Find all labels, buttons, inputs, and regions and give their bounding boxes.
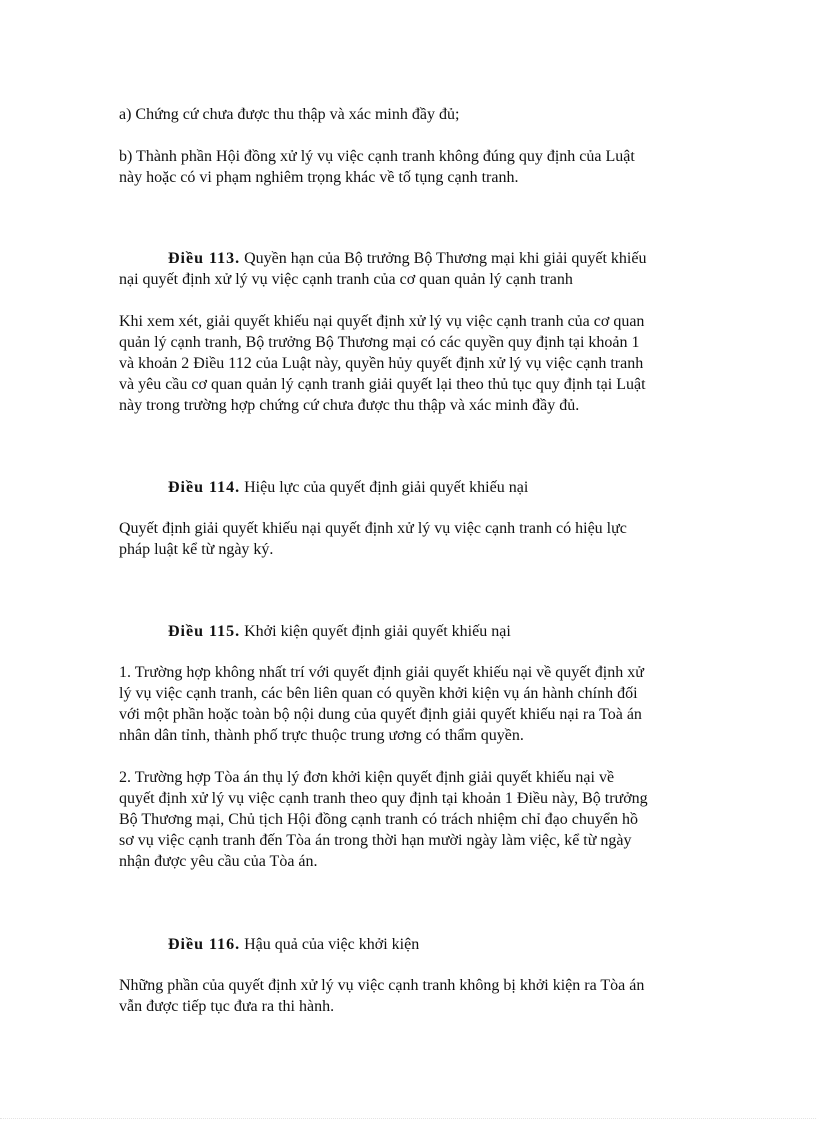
- article-113-body: [119, 311, 699, 416]
- text-line: lý vụ việc cạnh tranh, các bên liên quan có quyền khởi kiện vụ án hành chính đối: [119, 685, 638, 702]
- article-115-clause-1: [119, 662, 699, 746]
- text-line: Quyết định giải quyết khiếu nại quyết định xử lý vụ việc cạnh tranh có hiệu lực: [119, 520, 627, 537]
- article-title: Hậu quả của việc khởi kiện: [244, 936, 420, 953]
- article-116-heading: [119, 934, 699, 955]
- page-bottom-edge: [0, 1118, 816, 1119]
- article-number: Điều 116.: [168, 936, 241, 953]
- text-line: Khi xem xét, giải quyết khiếu nại quyết định xử lý vụ việc cạnh tranh của cơ quan: [119, 313, 645, 330]
- article-title: Quyền hạn của Bộ trưởng Bộ Thương mại khi giải quyết khiếu: [244, 250, 647, 267]
- text-line: a) Chứng cứ chưa được thu thập và xác minh đầy đủ;: [119, 106, 460, 123]
- text-line: nhận được yêu cầu của Tòa án.: [119, 853, 318, 870]
- text-line: quản lý cạnh tranh, Bộ trưởng Bộ Thương mại có các quyền quy định tại khoản 1: [119, 334, 640, 351]
- text-line: Những phần của quyết định xử lý vụ việc cạnh tranh không bị khởi kiện ra Tòa án: [119, 977, 645, 994]
- paragraph-a: [119, 104, 699, 125]
- text-line: 1. Trường hợp không nhất trí với quyết định giải quyết khiếu nại về quyết định xử: [119, 664, 644, 681]
- text-line: Bộ Thương mại, Chủ tịch Hội đồng cạnh tranh có trách nhiệm chỉ đạo chuyển hồ: [119, 811, 638, 828]
- article-113-heading: [119, 248, 699, 290]
- article-title: Khởi kiện quyết định giải quyết khiếu nại: [244, 623, 511, 640]
- article-number: Điều 113.: [168, 250, 241, 267]
- article-number: Điều 115.: [168, 623, 241, 640]
- text-line: 2. Trường hợp Tòa án thụ lý đơn khởi kiện quyết định giải quyết khiếu nại về: [119, 769, 615, 786]
- article-115-clause-2: [119, 767, 699, 872]
- article-114-heading: [119, 477, 699, 498]
- article-115-heading: [119, 621, 699, 642]
- paragraph-b: [119, 146, 699, 188]
- article-number: Điều 114.: [168, 479, 241, 496]
- text-line: này trong trường hợp chứng cứ chưa được thu thập và xác minh đầy đủ.: [119, 397, 580, 414]
- text-line: và khoản 2 Điều 112 của Luật này, quyền hủy quyết định xử lý vụ việc cạnh tranh: [119, 355, 644, 372]
- text-line: sơ vụ việc cạnh tranh đến Tòa án trong thời hạn mười ngày làm việc, kể từ ngày: [119, 832, 632, 849]
- text-line: quyết định xử lý vụ việc cạnh tranh theo quy định tại khoản 1 Điều này, Bộ trưởng: [119, 790, 648, 807]
- article-title-line: nại quyết định xử lý vụ việc cạnh tranh của cơ quan quản lý cạnh tranh: [119, 271, 573, 288]
- article-114-body: [119, 518, 699, 560]
- text-line: và yêu cầu cơ quan quản lý cạnh tranh giải quyết lại theo thủ tục quy định tại Luật: [119, 376, 646, 393]
- text-line: b) Thành phần Hội đồng xử lý vụ việc cạnh tranh không đúng quy định của Luật: [119, 148, 635, 165]
- text-line: pháp luật kể từ ngày ký.: [119, 541, 274, 558]
- article-116-body: [119, 975, 699, 1017]
- article-title: Hiệu lực của quyết định giải quyết khiếu nại: [244, 479, 529, 496]
- text-line: với một phần hoặc toàn bộ nội dung của quyết định giải quyết khiếu nại ra Toà án: [119, 706, 642, 723]
- text-line: vẫn được tiếp tục đưa ra thi hành.: [119, 998, 335, 1015]
- text-line: nhân dân tỉnh, thành phố trực thuộc trung ương có thẩm quyền.: [119, 727, 524, 744]
- text-line: này hoặc có vi phạm nghiêm trọng khác về tố tụng cạnh tranh.: [119, 169, 519, 186]
